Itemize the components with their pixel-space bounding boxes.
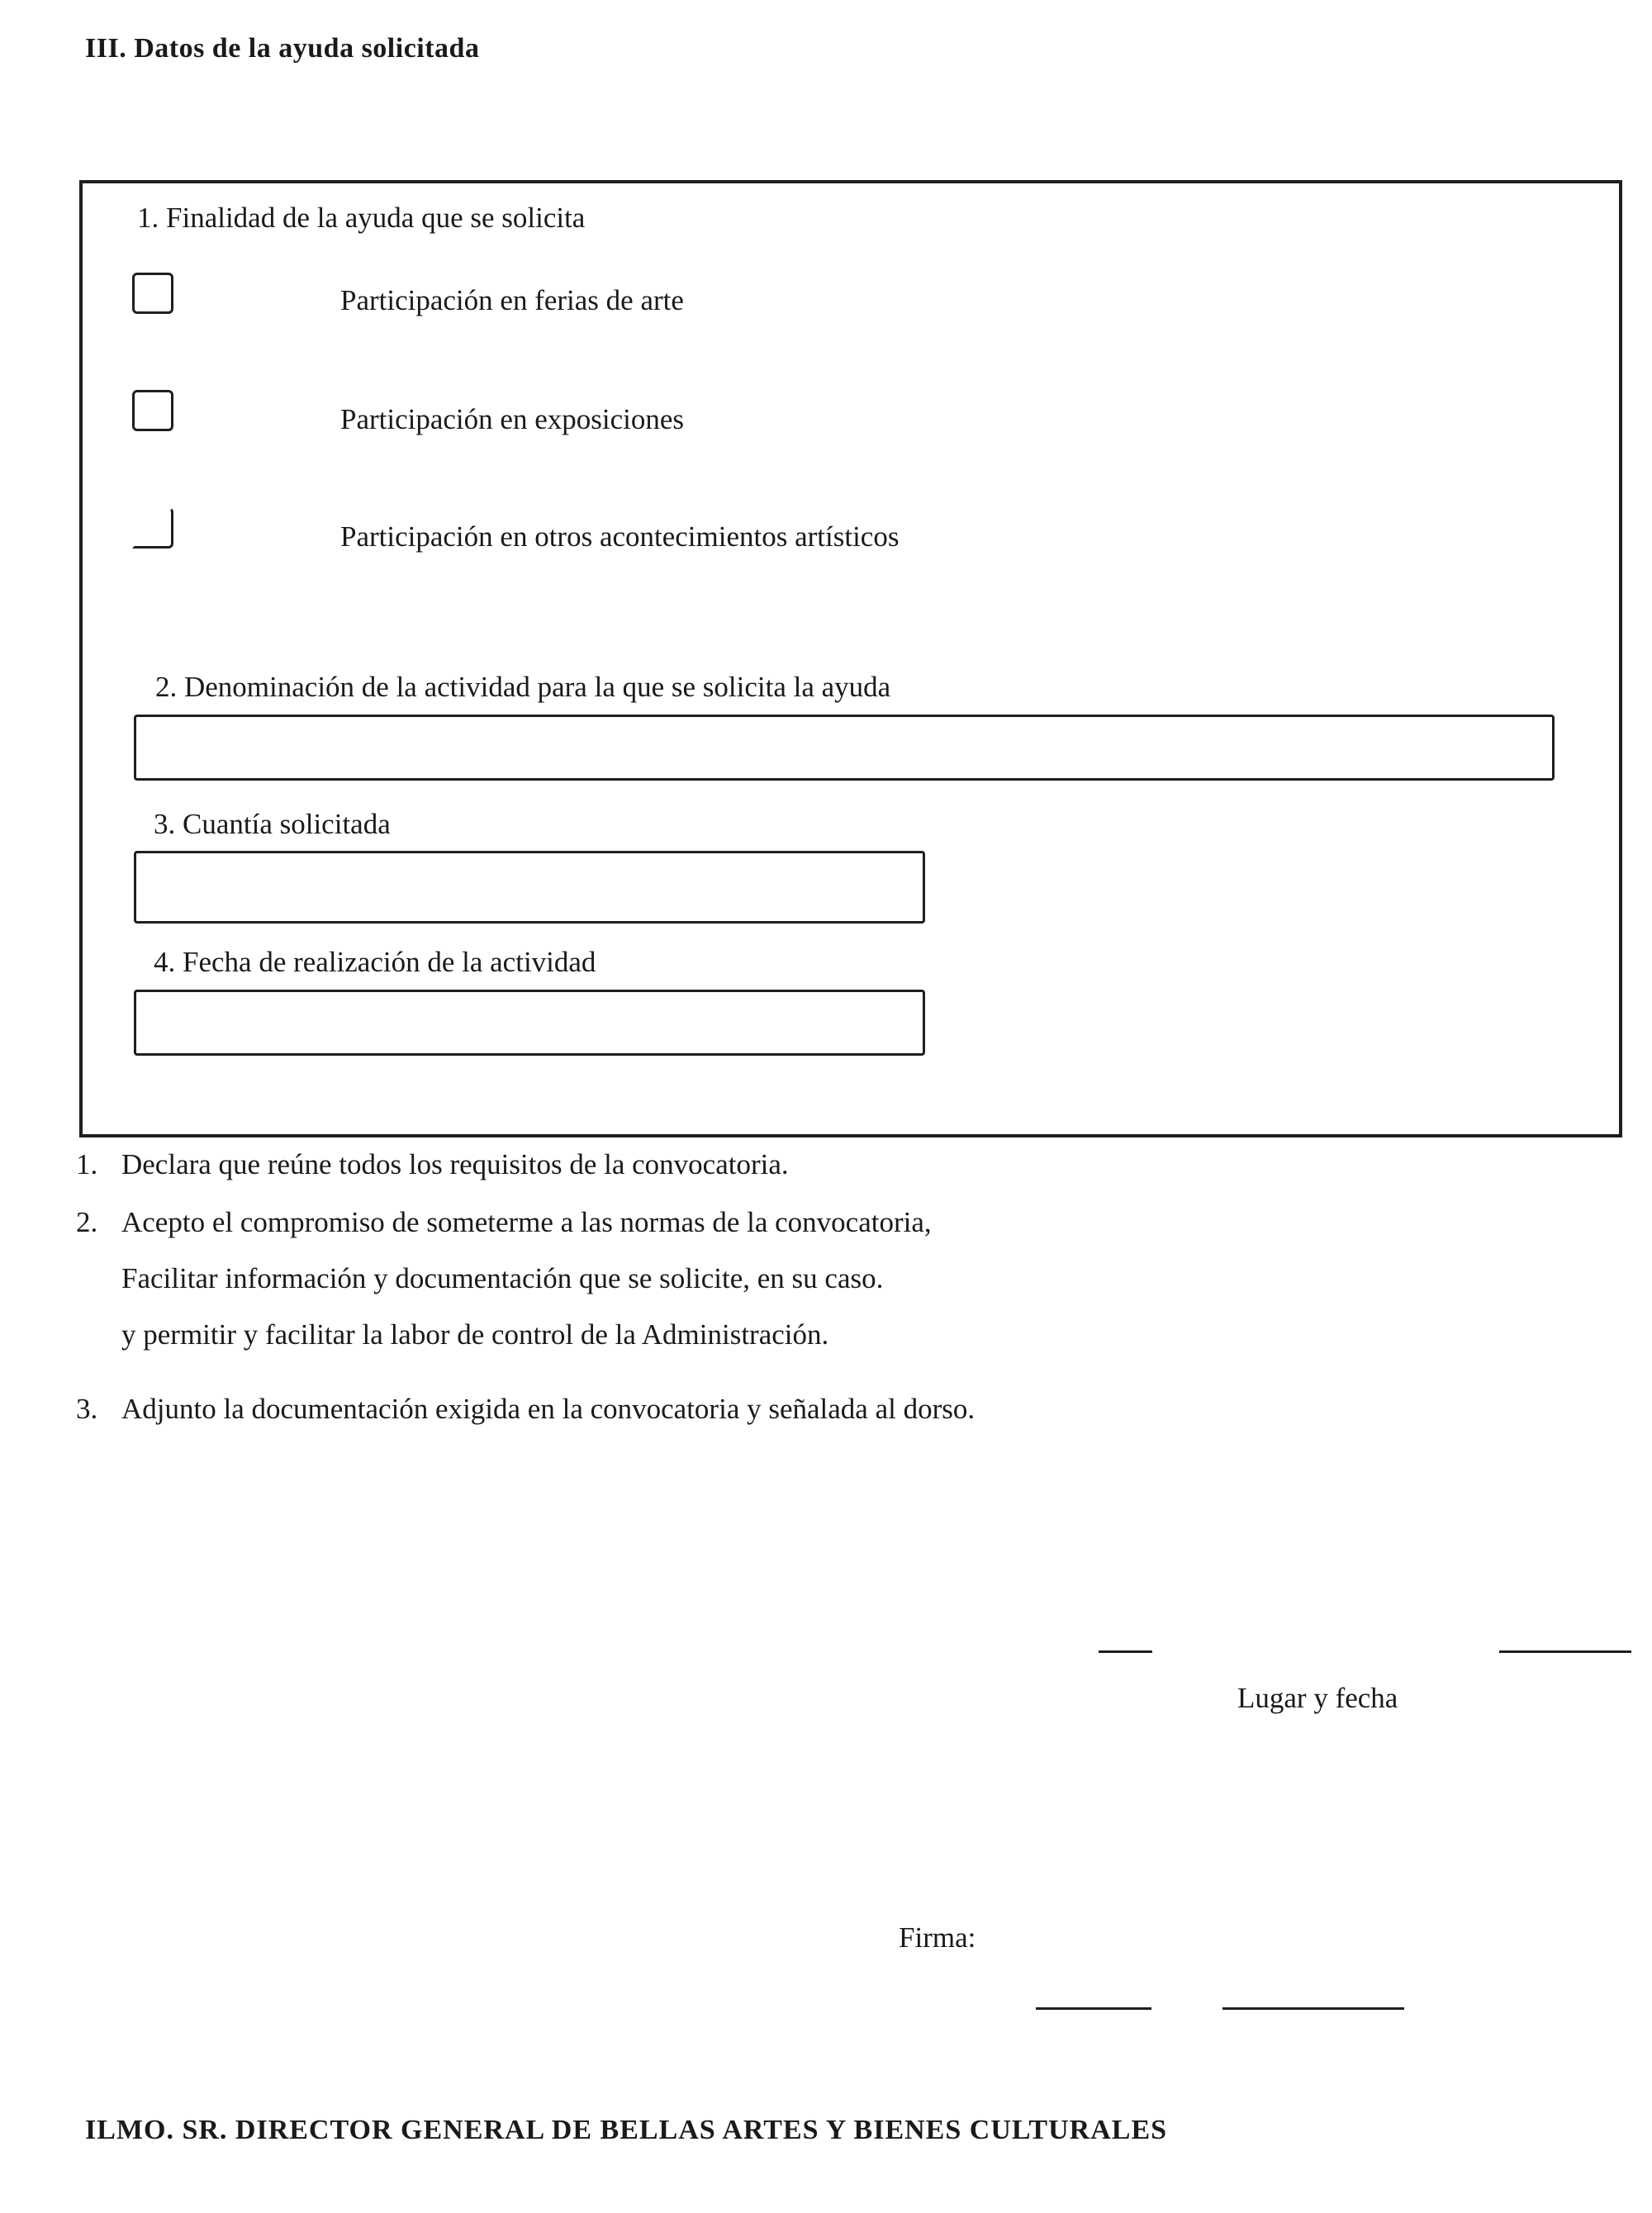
declaration-1-text: Declara que reúne todos los requisitos de la convocatoria. bbox=[121, 1148, 789, 1180]
firma-label: Firma: bbox=[899, 1921, 976, 1954]
checkbox-ferias[interactable] bbox=[132, 273, 173, 314]
place-date-line-left bbox=[1099, 1650, 1152, 1653]
fecha-label: 4. Fecha de realización de la actividad bbox=[154, 946, 596, 978]
section-heading: III. Datos de la ayuda solicitada bbox=[85, 33, 480, 64]
declaration-2-text-line-1: Acepto el compromiso de someterme a las normas de la convocatoria, bbox=[121, 1206, 932, 1238]
footer-addressee: ILMO. SR. DIRECTOR GENERAL DE BELLAS ARTES Y BIENES CULTURALES bbox=[85, 2115, 1168, 2145]
declaration-3-text: Adjunto la documentación exigida en la convocatoria y señalada al dorso. bbox=[121, 1393, 976, 1425]
cuantia-label: 3. Cuantía solicitada bbox=[154, 808, 391, 840]
denominacion-label: 2. Denominación de la actividad para la que se solicita la ayuda bbox=[155, 671, 891, 703]
firma-line-left bbox=[1036, 2007, 1151, 2010]
declaration-3-number: 3. bbox=[76, 1393, 98, 1425]
declaration-1-number: 1. bbox=[76, 1148, 98, 1180]
place-date-line-right bbox=[1499, 1650, 1631, 1653]
cuantia-input[interactable] bbox=[134, 851, 925, 924]
declaration-2-text-line-2: Facilitar información y documentación que se solicite, en su caso. bbox=[121, 1262, 884, 1294]
declaration-2-text-line-3: y permitir y facilitar la labor de control de la Administración. bbox=[121, 1318, 829, 1351]
declaration-2 bbox=[76, 1206, 932, 1239]
finalidad-label: 1. Finalidad de la ayuda que se solicita bbox=[137, 202, 586, 234]
denominacion-input[interactable] bbox=[134, 715, 1555, 781]
declaration-1 bbox=[76, 1148, 789, 1181]
declaration-2-number: 2. bbox=[76, 1206, 98, 1238]
checkbox-exposiciones[interactable] bbox=[132, 390, 173, 431]
option-label-ferias: Participación en ferias de arte bbox=[340, 284, 684, 316]
option-label-otros: Participación en otros acontecimientos artísticos bbox=[340, 520, 900, 553]
option-label-exposiciones: Participación en exposiciones bbox=[340, 403, 684, 435]
firma-line-right bbox=[1222, 2007, 1404, 2010]
fecha-input[interactable] bbox=[134, 990, 925, 1056]
checkbox-otros[interactable] bbox=[132, 507, 173, 549]
declaration-3 bbox=[76, 1393, 975, 1426]
place-date-label: Lugar y fecha bbox=[1237, 1682, 1398, 1714]
